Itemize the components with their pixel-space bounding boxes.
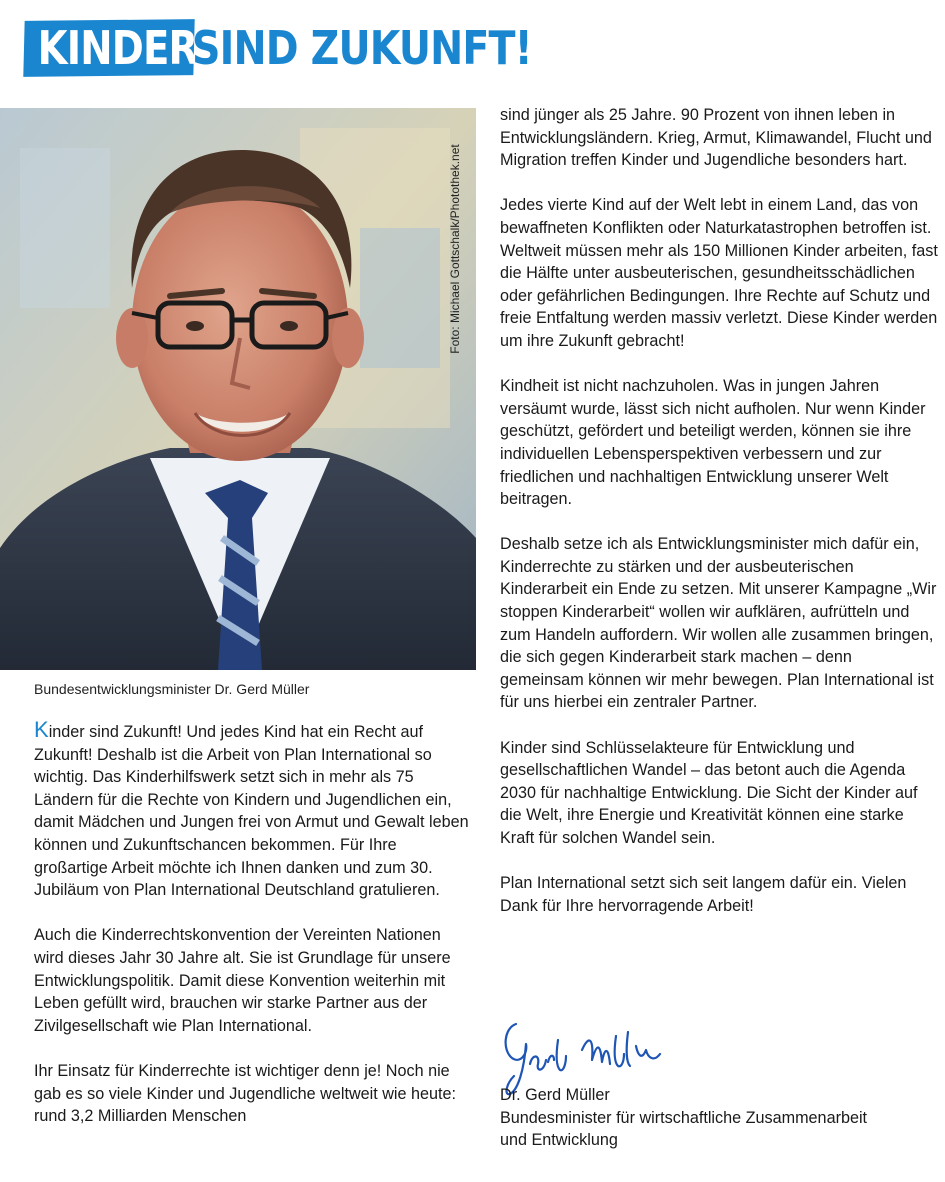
signer-role: Bundesminister für wirtschaftliche Zusammenarbeit <box>500 1108 868 1127</box>
drop-cap: K <box>34 717 49 742</box>
signer-name: Dr. Gerd Müller <box>500 1086 610 1104</box>
article-paragraph: Deshalb setze ich als Entwicklungsminister mich dafür ein, Kinderrechte zu stärken und der ausbeuterischen Kinderarbeit ein Ende zu setzen. Mit unserer Kampagne „Wir stoppen Kinderarbeit“ wollen wir aufklären, aufrütteln und zum Handeln auffordern. Wir wollen alle zusammen bringen, die sich gegen Kinderarbeit stark machen – denn gemeinsam können wir mehr bewegen. Plan International ist für uns hierbei ein zentraler Partner. <box>500 535 937 712</box>
article-paragraph: Jedes vierte Kind auf der Welt lebt in einem Land, das von bewaffneten Konflikten oder Naturkatastrophen betroffen ist. Weltweit müssen mehr als 150 Millionen Kinder arbeiten, fast die Hälfte unter ausbeuterischen, gesundheitsschädlichen oder gefährlichen Bedingungen. Ihre Rechte auf Schutz und freie Entfaltung werden massiv verletzt. Diese Kinder werden um ihre Zukunft gebracht! <box>500 196 938 350</box>
article-paragraph: Ihr Einsatz für Kinderrechte ist wichtiger denn je! Noch nie gab es so viele Kinder und Jugendliche weltweit wie heute: rund 3,2 Milliarden Menschen <box>34 1061 457 1126</box>
article-column-left <box>34 719 472 1150</box>
title-word-kinder: KINDER <box>37 21 198 75</box>
article-paragraph: sind jünger als 25 Jahre. 90 Prozent von ihnen leben in Entwicklungsländern. Krieg, Armut, Klimawandel, Flucht und Migration treffen Kinder und Jugendliche besonders hart. <box>500 106 932 170</box>
article-paragraph: Auch die Kinderrechtskonvention der Vereinten Nationen wird dieses Jahr 30 Jahre alt. Sie ist Grundlage für unsere Entwicklungspolitik. Damit diese Konvention weiterhin mit Leben gefüllt wird, brauchen wir starke Partner aus der Zivilgesellschaft wie Plan International. <box>34 926 451 1035</box>
portrait-photo <box>0 108 476 670</box>
photo-caption: Bundesentwicklungsminister Dr. Gerd Müller <box>34 681 310 697</box>
paragraph-text: inder sind Zukunft! Und jedes Kind hat ein Recht auf Zukunft! Deshalb ist die Arbeit von Plan International so wichtig. Das Kinderhilfswerk setzt sich in mehr als 75 Ländern für die Rechte von Kindern und Jugendlichen ein, damit Mädchen und Jungen frei von Armut und Gewalt leben können und Zukunftschancen bekommen. Für Ihre großartige Arbeit möchte ich Ihnen danken und zum 30. Jubiläum von Plan International Deutschland gratulieren. <box>34 723 469 900</box>
article-paragraph <box>34 719 472 902</box>
article-column-right <box>500 104 940 940</box>
photo-credit-text: Foto: Michael Gottschalk/Photothek.net <box>448 144 462 354</box>
photo-credit <box>444 118 466 380</box>
masthead <box>24 18 532 80</box>
article-paragraph: Kindheit ist nicht nachzuholen. Was in jungen Jahren versäumt wurde, lässt sich nicht aufholen. Nur wenn Kinder geschützt, gefördert und beteiligt werden, können sie ihre individuellen Lebensperspektiven verbessern und zur friedlichen und nachhaltigen Entwicklung unserer Welt beitragen. <box>500 377 926 509</box>
article-paragraph: Plan International setzt sich seit langem dafür ein. Vielen Dank für Ihre hervorragende Arbeit! <box>500 874 907 915</box>
signer-role-line2: und Entwicklung <box>500 1131 618 1150</box>
signer-block <box>500 1084 940 1152</box>
article-paragraph: Kinder sind Schlüsselakteure für Entwicklung und gesellschaftlichen Wandel – das betont auch die Agenda 2030 für nachhaltige Entwicklung. Die Sicht der Kinder auf die Welt, ihre Energie und Kreativität können eine starke Kraft für solchen Wandel sein. <box>500 738 918 847</box>
title-rest: SIND ZUKUNFT! <box>192 21 532 75</box>
